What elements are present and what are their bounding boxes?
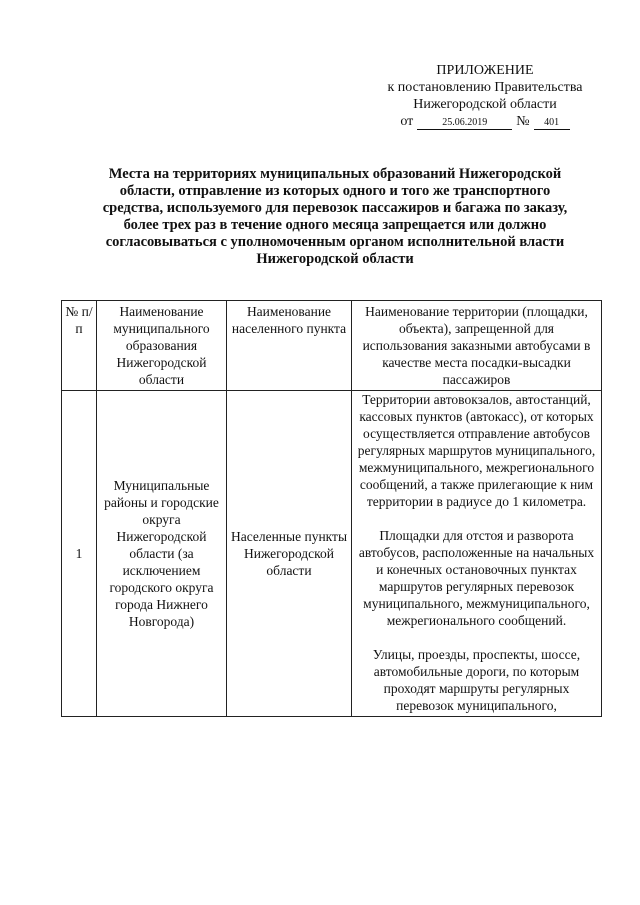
header-municipality: Наименование муниципального образования Нижегородской области — [97, 301, 227, 391]
territory-paragraph: Площадки для отстоя и разворота автобусов, расположенные на начальных и конечных остановочных пунктах маршрутов регулярных перевозок муниципального, межмуниципального, межрегионального сообщений. — [358, 528, 595, 628]
appendix-number-label: № — [516, 114, 530, 129]
appendix-region-line: Нижегородской области — [413, 97, 557, 112]
table-row — [62, 391, 602, 717]
row-number: 1 — [62, 391, 97, 717]
territory-paragraph: Территории автовокзалов, автостанций, кассовых пунктов (автокасс), от которых осуществляется отправление автобусов регулярных маршрутов муниципального, межмуниципального, межрегионального сообщений, а также прилегающие к ним территории в радиусе до 1 километра. — [357, 392, 596, 509]
appendix-block — [360, 62, 610, 130]
document-title: Места на территориях муниципальных образований Нижегородской области, отправление из которых одного и того же транспортного средства, используемого для перевозок пассажиров и багажа по заказу, более трех раз в течение одного месяца запрещается или должно согласовываться с уполномоченным органом исполнительной власти Нижегородской области — [102, 166, 568, 267]
appendix-date-row — [360, 113, 610, 130]
territory-paragraph: Улицы, проезды, проспекты, шоссе, автомобильные дороги, по которым проходят маршруты регулярных перевозок муниципального, — [372, 647, 581, 713]
paragraph-spacer — [355, 510, 598, 527]
header-number: № п/п — [62, 301, 97, 391]
appendix-resolution-line: к постановлению Правительства — [387, 80, 583, 95]
table-header-row — [62, 301, 602, 391]
paragraph-spacer — [355, 629, 598, 646]
header-settlement: Наименование населенного пункта — [227, 301, 352, 391]
places-table — [61, 300, 602, 717]
appendix-heading: ПРИЛОЖЕНИЕ — [436, 63, 534, 78]
appendix-date: 25.06.2019 — [417, 117, 512, 130]
row-territory — [352, 391, 602, 717]
appendix-from-label: от — [400, 114, 414, 129]
row-settlement: Населенные пункты Нижегородской области — [227, 391, 352, 717]
appendix-number: 401 — [534, 117, 570, 130]
row-municipality: Муниципальные районы и городские округа Нижегородской области (за исключением городского округа города Нижнего Новгорода) — [97, 391, 227, 717]
header-territory: Наименование территории (площадки, объекта), запрещенной для использования заказными автобусами в качестве места посадки-высадки пассажиров — [352, 301, 602, 391]
